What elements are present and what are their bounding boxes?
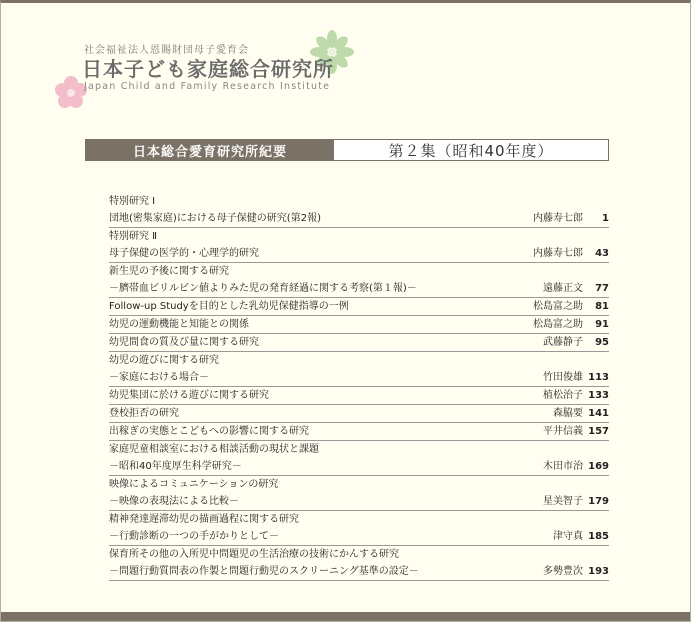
- toc-line: [109, 245, 609, 262]
- institute-logo[interactable]: [56, 35, 376, 115]
- entry-title: －昭和40年度厚生科学研究－: [109, 461, 242, 472]
- toc-entry[interactable]: [109, 193, 609, 228]
- entry-title: 母子保健の医学的・心理学的研究: [109, 248, 259, 259]
- entry-title: 特別研究 Ⅱ: [109, 231, 158, 242]
- entry-title: －家庭における場合－: [109, 372, 209, 383]
- entry-page-number: 185: [588, 531, 609, 542]
- toc-line: [109, 334, 609, 351]
- toc-line: [109, 423, 609, 440]
- entry-author: 津守真: [553, 531, 583, 542]
- entry-author: 平井信義: [543, 426, 583, 437]
- toc-entry[interactable]: [109, 405, 609, 423]
- toc-line: [109, 352, 609, 369]
- entry-page-number: 157: [588, 426, 609, 437]
- toc-entry[interactable]: [109, 298, 609, 316]
- toc-line: [109, 228, 609, 245]
- entry-author: 内藤寿七郎: [533, 213, 583, 224]
- entry-author: 松島富之助: [533, 319, 583, 330]
- toc-line: [109, 193, 609, 210]
- entry-title: 団地(密集家庭)における母子保健の研究(第2報): [109, 213, 321, 224]
- entry-title: －行動診断の一つの手がかりとして－: [109, 531, 279, 542]
- entry-author: 内藤寿七郎: [533, 248, 583, 259]
- entry-title: 家庭児童相談室における相談活動の現状と課題: [109, 444, 319, 455]
- toc-line: [109, 298, 609, 315]
- entry-page-number: 113: [588, 372, 609, 383]
- entry-page-number: 133: [588, 390, 609, 401]
- table-of-contents: [109, 193, 609, 581]
- org-parent-name: 社会福祉法人恩賜財団母子愛育会: [84, 45, 249, 56]
- entry-title: 精神発達遅滞幼児の描画過程に関する研究: [109, 514, 299, 525]
- toc-line: [109, 546, 609, 563]
- entry-author: 武藤静子: [543, 337, 583, 348]
- toc-entry[interactable]: [109, 423, 609, 441]
- entry-title: 出稼ぎの実態とこどもへの影響に関する研究: [109, 426, 309, 437]
- entry-title: －臍帯血ビリルビン値よりみた児の発育経過に関する考察(第１報)－: [109, 283, 417, 294]
- entry-title: 登校拒否の研究: [109, 408, 179, 419]
- title-band: [85, 139, 609, 161]
- entry-title: －問題行動質問表の作製と問題行動児のスクリーニング基準の設定－: [109, 566, 419, 577]
- entry-title: 映像によるコミュニケーションの研究: [109, 479, 279, 490]
- entry-title: 幼児の運動機能と知能との関係: [109, 319, 249, 330]
- toc-entry[interactable]: [109, 511, 609, 546]
- toc-entry[interactable]: [109, 476, 609, 511]
- toc-entry[interactable]: [109, 334, 609, 352]
- entry-author: 遠藤正文: [543, 283, 583, 294]
- entry-page-number: 1: [602, 213, 609, 224]
- volume-title: 第２集（昭和40年度）: [388, 141, 554, 160]
- toc-line: [109, 387, 609, 404]
- toc-entry[interactable]: [109, 352, 609, 387]
- entry-page-number: 43: [595, 248, 609, 259]
- entry-title: 幼児集団に於ける遊びに関する研究: [109, 390, 269, 401]
- toc-line: [109, 316, 609, 333]
- entry-page-number: 95: [595, 337, 609, 348]
- entry-title: 保育所その他の入所児中問題児の生活治療の技術にかんする研究: [109, 549, 399, 560]
- toc-entry[interactable]: [109, 263, 609, 298]
- entry-title: －映像の表現法による比較－: [109, 496, 239, 507]
- toc-line: [109, 280, 609, 297]
- entry-author: 多勢豊次: [543, 566, 583, 577]
- journal-title: 日本総合愛育研究所紀要: [86, 140, 334, 160]
- entry-author: 森脇要: [553, 408, 583, 419]
- toc-line: [109, 563, 609, 580]
- entry-page-number: 141: [588, 408, 609, 419]
- entry-title: 幼児の遊びに関する研究: [109, 355, 219, 366]
- bottom-bar: [1, 612, 690, 621]
- entry-author: 竹田俊雄: [543, 372, 583, 383]
- entry-title: 新生児の予後に関する研究: [109, 266, 229, 277]
- toc-line: [109, 441, 609, 458]
- toc-line: [109, 369, 609, 386]
- toc-line: [109, 476, 609, 493]
- entry-page-number: 193: [588, 566, 609, 577]
- toc-line: [109, 458, 609, 475]
- toc-entry[interactable]: [109, 387, 609, 405]
- entry-author: 星美智子: [543, 496, 583, 507]
- toc-entry[interactable]: [109, 228, 609, 263]
- toc-line: [109, 528, 609, 545]
- toc-line: [109, 263, 609, 280]
- entry-title: 幼児間食の質及び量に関する研究: [109, 337, 259, 348]
- entry-page-number: 81: [595, 301, 609, 312]
- toc-entry[interactable]: [109, 441, 609, 476]
- entry-title: 特別研究 Ⅰ: [109, 196, 156, 207]
- toc-line: [109, 493, 609, 510]
- entry-page-number: 77: [595, 283, 609, 294]
- entry-page-number: 179: [588, 496, 609, 507]
- entry-page-number: 169: [588, 461, 609, 472]
- entry-author: 植松治子: [543, 390, 583, 401]
- toc-entry[interactable]: [109, 316, 609, 334]
- toc-entry[interactable]: [109, 546, 609, 581]
- entry-title: Follow-up Studyを目的とした乳幼児保健指導の一例: [109, 301, 349, 312]
- toc-line: [109, 405, 609, 422]
- entry-page-number: 91: [595, 319, 609, 330]
- entry-author: 松島富之助: [533, 301, 583, 312]
- toc-line: [109, 210, 609, 227]
- org-name: 日本子ども家庭総合研究所: [82, 57, 334, 81]
- entry-author: 木田市治: [543, 461, 583, 472]
- org-name-english: Japan Child and Family Research Institute: [84, 81, 331, 92]
- toc-line: [109, 511, 609, 528]
